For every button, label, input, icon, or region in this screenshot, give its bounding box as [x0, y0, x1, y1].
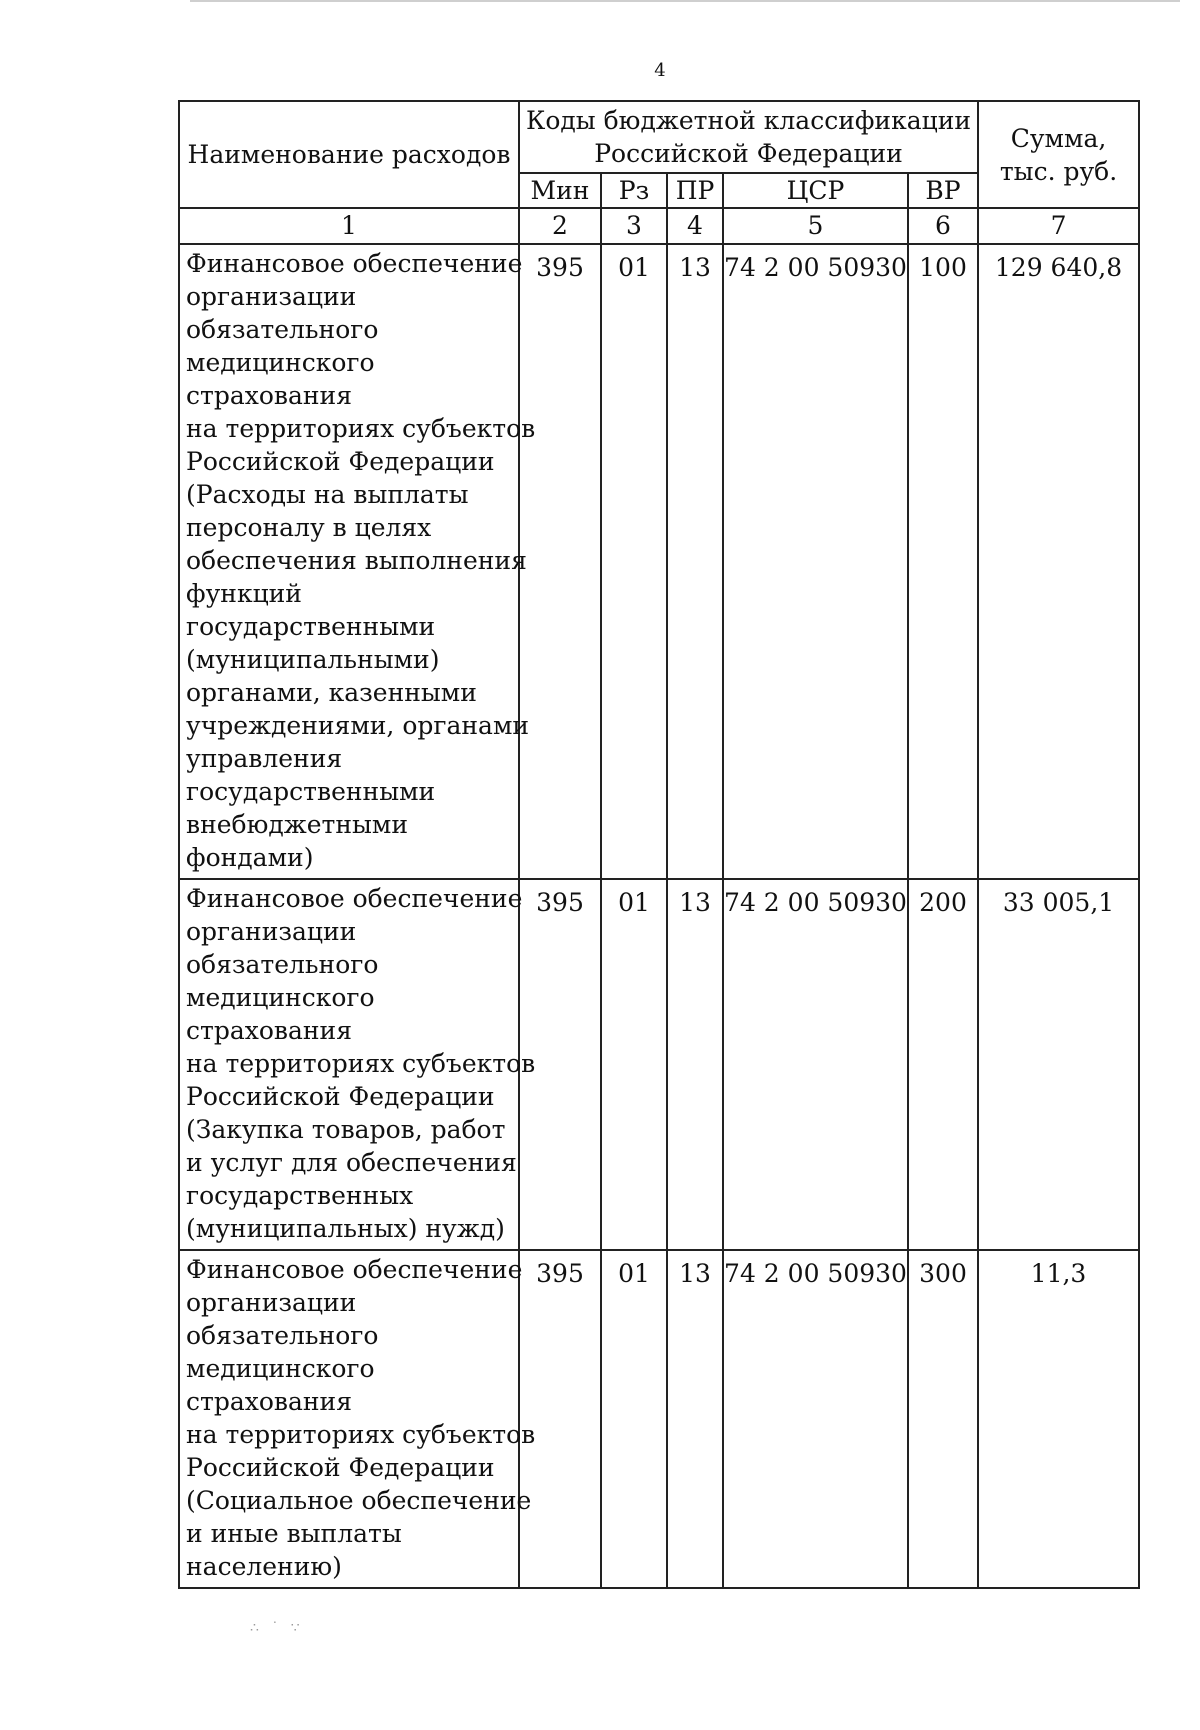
expense-name-line: Финансовое обеспечение [186, 884, 523, 913]
subsection-code-cell: 13 [667, 1250, 723, 1588]
target-article-code-cell: 74 2 00 50930 [723, 879, 908, 1250]
expense-name-line: на территориях субъектов [186, 1420, 536, 1449]
header-rz: Рз [601, 173, 667, 208]
target-article-code-cell: 74 2 00 50930 [723, 244, 908, 879]
expense-name-line: государственных [186, 1181, 414, 1210]
subsection-code-cell: 13 [667, 879, 723, 1250]
expense-name-cell [179, 244, 536, 879]
expense-type-code-cell: 100 [908, 244, 978, 879]
column-number: 1 [179, 208, 519, 244]
table-row [179, 879, 1139, 1250]
header-expense-name: Наименование расходов [179, 101, 519, 208]
ministry-code-cell: 395 [519, 879, 601, 1250]
header-min: Мин [519, 173, 601, 208]
header-budget-codes [519, 101, 978, 173]
expense-name-line: медицинского [186, 348, 375, 377]
expense-name-line: управления [186, 744, 343, 773]
expense-name-line: Финансовое обеспечение [186, 1255, 523, 1284]
expense-name-line: организации [186, 1288, 357, 1317]
amount-cell: 11,3 [978, 1250, 1139, 1588]
expense-type-code-cell: 300 [908, 1250, 978, 1588]
header-sum-line2: тыс. руб. [999, 156, 1118, 186]
amount-cell: 33 005,1 [978, 879, 1139, 1250]
header-sum [978, 101, 1139, 208]
target-article-code-cell: 74 2 00 50930 [723, 1250, 908, 1588]
column-number: 7 [978, 208, 1139, 244]
section-code-cell: 01 [601, 879, 667, 1250]
column-number: 6 [908, 208, 978, 244]
expense-name-line: фондами) [186, 843, 314, 872]
expense-name-line: государственными [186, 612, 436, 641]
expense-name-line: обязательного [186, 1321, 379, 1350]
expense-name-line: организации [186, 917, 357, 946]
column-numbers-row [179, 208, 1139, 244]
expense-name-line: Финансовое обеспечение [186, 249, 523, 278]
section-code-cell: 01 [601, 1250, 667, 1588]
expenses-table [178, 100, 1140, 1589]
expense-name-cell [179, 879, 536, 1250]
amount-cell: 129 640,8 [978, 244, 1139, 879]
expense-name-line: органами, казенными [186, 678, 477, 707]
section-code-cell: 01 [601, 244, 667, 879]
expense-name-line: на территориях субъектов [186, 1049, 536, 1078]
scan-edge-line [190, 0, 1180, 2]
expense-name-line: медицинского [186, 983, 375, 1012]
header-row [179, 101, 1139, 173]
expense-name-line: обязательного [186, 315, 379, 344]
expense-name-line: (муниципальных) нужд) [186, 1214, 505, 1243]
expense-name-line: на территориях субъектов [186, 414, 536, 443]
header-sum-line1: Сумма, [1010, 123, 1107, 153]
column-number: 5 [723, 208, 908, 244]
column-number: 2 [519, 208, 601, 244]
expense-name-cell [179, 1250, 536, 1588]
subsection-code-cell: 13 [667, 244, 723, 879]
expense-name-line: страхования [186, 1016, 352, 1045]
expense-name-line: (Закупка товаров, работ [186, 1115, 506, 1144]
table-body [179, 244, 1139, 1588]
expense-name-line: организации [186, 282, 357, 311]
expense-name-line: (Социальное обеспечение [186, 1486, 532, 1515]
page-number: 4 [654, 60, 666, 81]
column-number: 3 [601, 208, 667, 244]
expense-name-line: и иные выплаты [186, 1519, 402, 1548]
expense-name-line: функций [186, 579, 302, 608]
expense-name-line: внебюджетными [186, 810, 409, 839]
expense-name-line: (Расходы на выплаты [186, 480, 469, 509]
expense-name-line: Российской Федерации [186, 447, 495, 476]
table-row [179, 244, 1139, 879]
expense-name-line: государственными [186, 777, 436, 806]
header-vr: ВР [908, 173, 978, 208]
table-row [179, 1250, 1139, 1588]
ministry-code-cell: 395 [519, 244, 601, 879]
expense-name-line: Российской Федерации [186, 1082, 495, 1111]
header-pr: ПР [667, 173, 723, 208]
expense-name-line: страхования [186, 381, 352, 410]
expense-type-code-cell: 200 [908, 879, 978, 1250]
expense-name-line: медицинского [186, 1354, 375, 1383]
expense-name-line: персоналу в целях [186, 513, 432, 542]
header-csr: ЦСР [723, 173, 908, 208]
header-budget-codes-line1: Коды бюджетной классификации [525, 106, 972, 135]
expense-name-line: обязательного [186, 950, 379, 979]
expense-name-line: населению) [186, 1552, 342, 1581]
header-budget-codes-line2: Российской Федерации [594, 139, 903, 168]
column-number: 4 [667, 208, 723, 244]
expense-name-line: Российской Федерации [186, 1453, 495, 1482]
expense-name-line: страхования [186, 1387, 352, 1416]
expense-name-line: и услуг для обеспечения [186, 1148, 517, 1177]
scan-speckle: ∴ ˙ ∵ [250, 1620, 304, 1636]
expense-name-line: (муниципальными) [186, 645, 440, 674]
expense-name-line: учреждениями, органами [186, 711, 530, 740]
expense-name-line: обеспечения выполнения [186, 546, 527, 575]
ministry-code-cell: 395 [519, 1250, 601, 1588]
